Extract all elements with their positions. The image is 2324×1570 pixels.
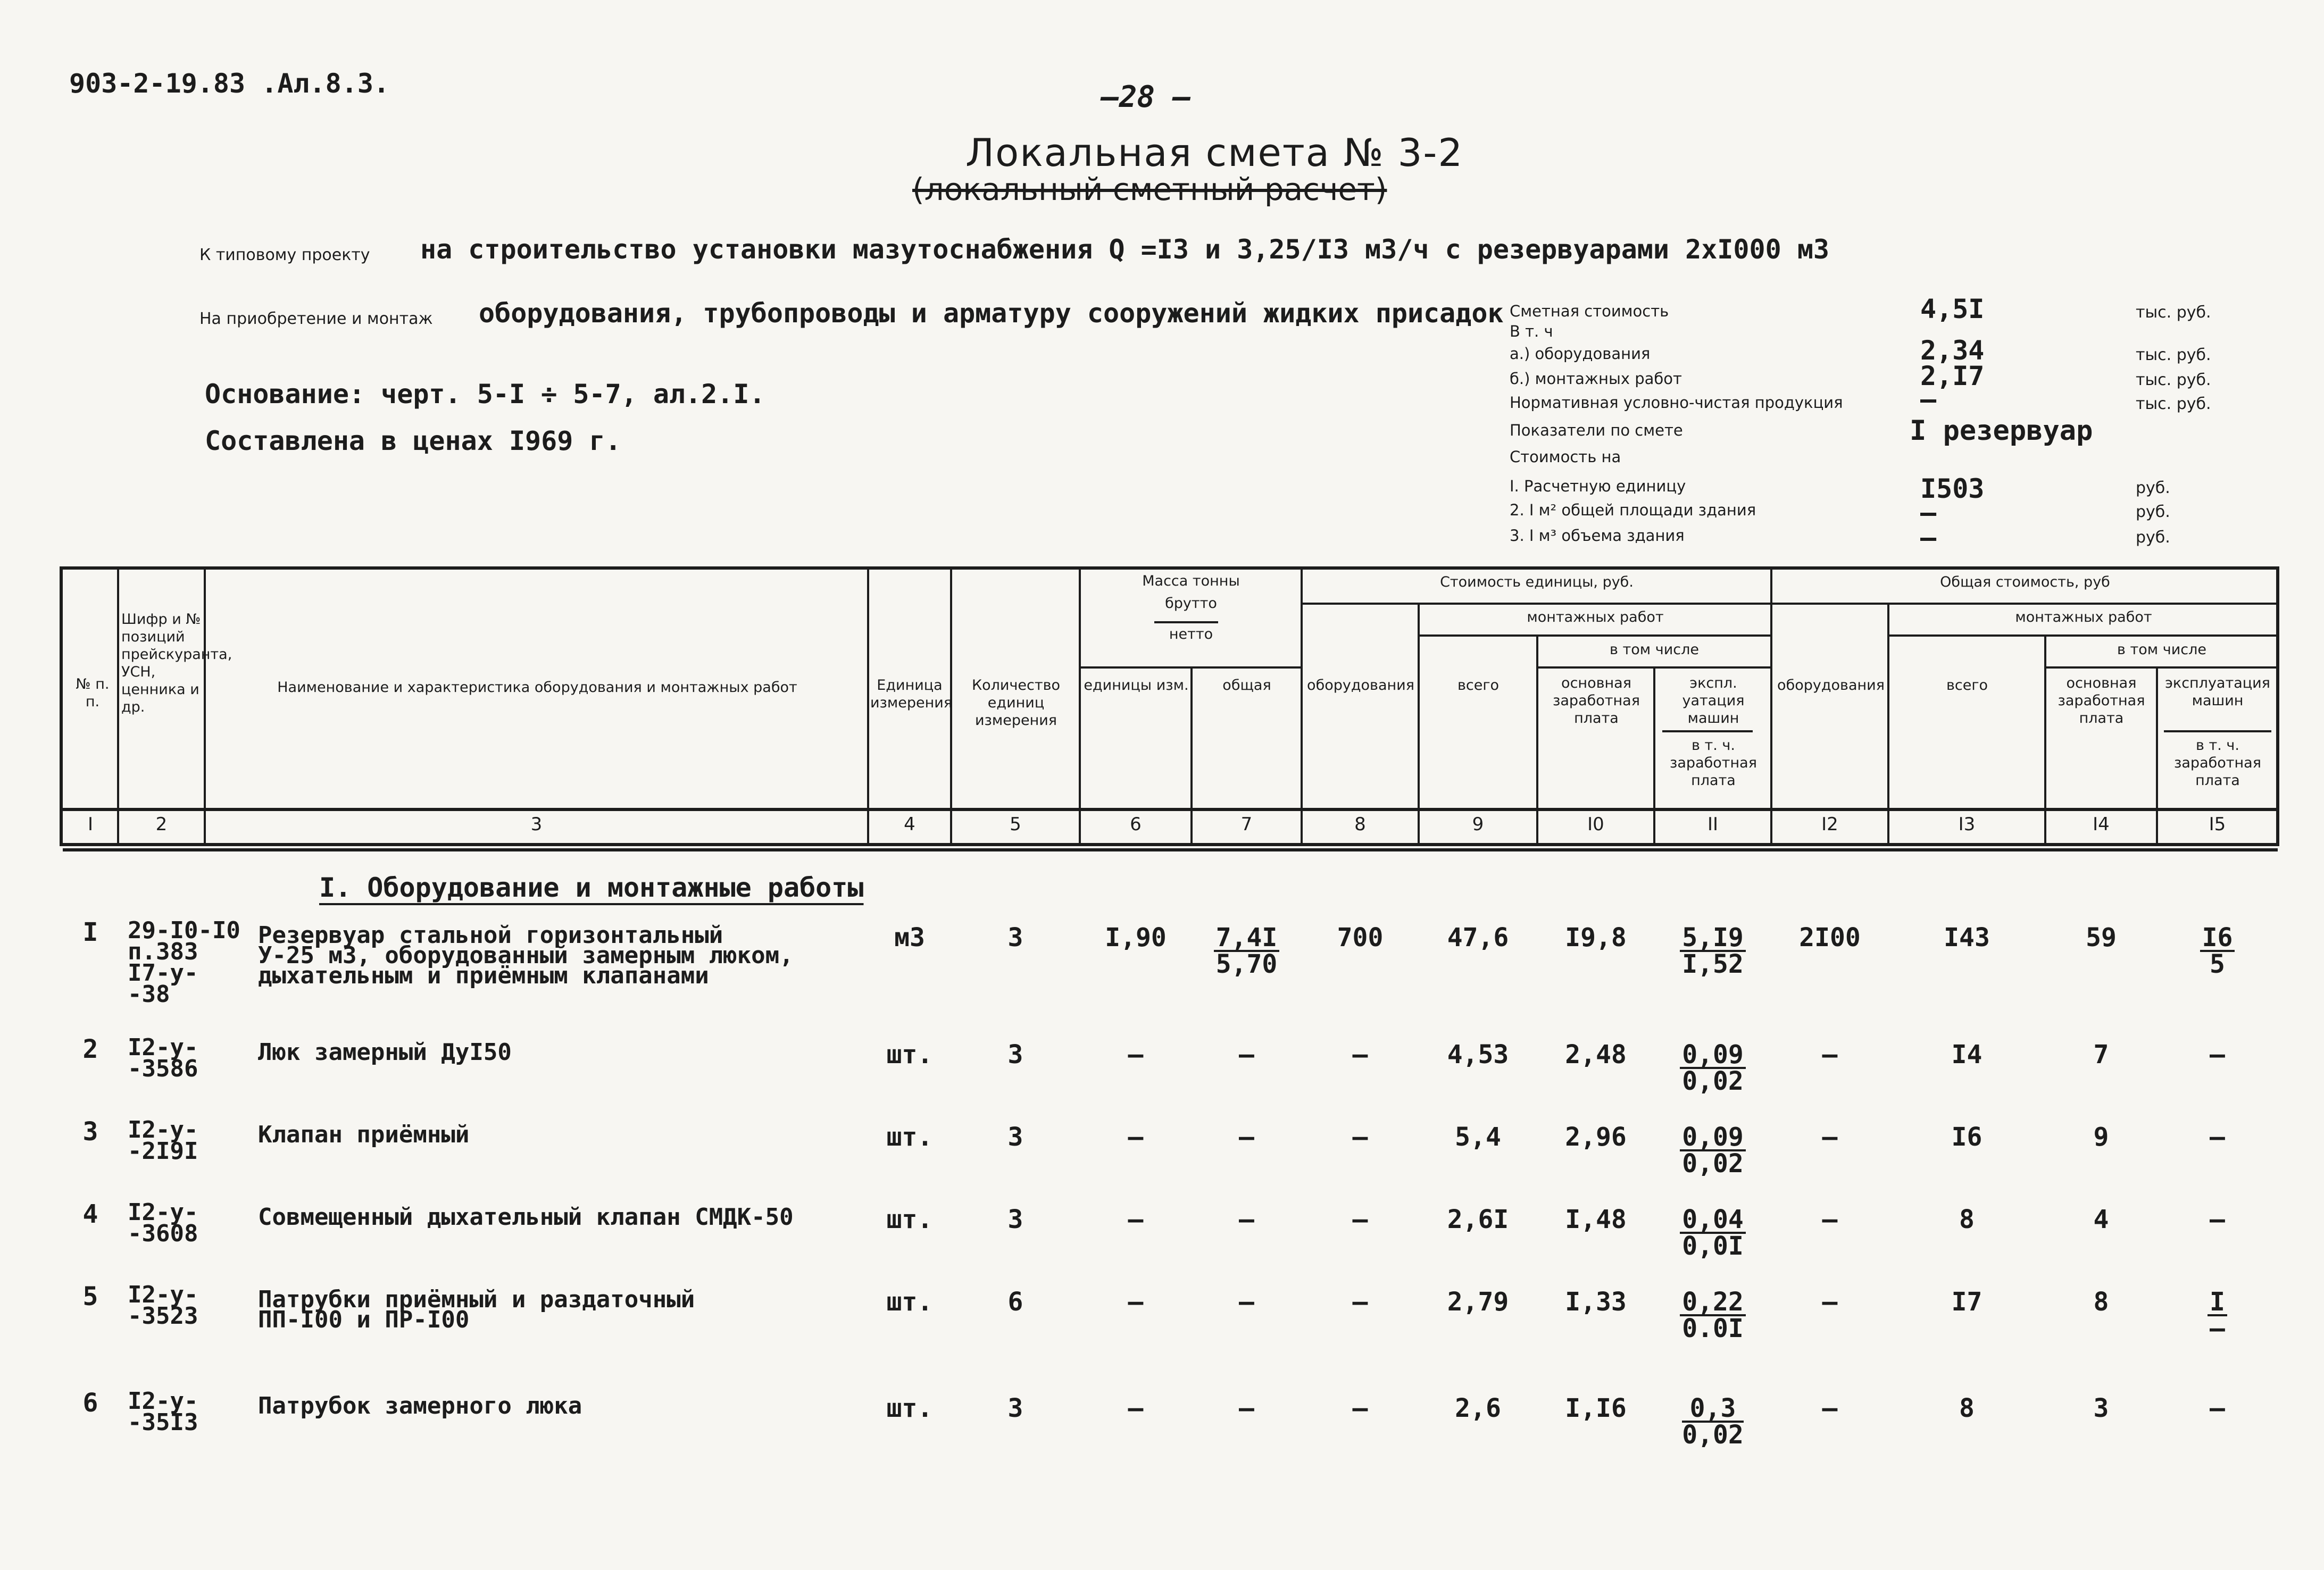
summary-unit: тыс. руб. (2136, 303, 2211, 322)
total-machines-cell: – (2210, 1122, 2225, 1152)
header-code: Шифр и № позиций прейскуранта, УСН, ценника и др. (121, 611, 232, 715)
column-number: I4 (2093, 814, 2110, 835)
mass-total-cell: – (1239, 1122, 1254, 1152)
header-t-machines: эксплуатация машин (2165, 675, 2270, 709)
item-name: Клапан приёмный (258, 1121, 470, 1148)
header-mass-total: общая (1222, 677, 1271, 694)
header-install-group: монтажных работ (1527, 609, 1664, 625)
unit-cell: шт. (886, 1040, 933, 1070)
position-code: I2-у- -3608 (128, 1199, 198, 1247)
item-name: Патрубок замерного люка (258, 1392, 582, 1419)
base-wage-cell: I,33 (1565, 1287, 1627, 1317)
summary-value: – (1920, 497, 1937, 528)
summary-unit: тыс. руб. (2136, 371, 2211, 389)
header-t-base-wage: основная заработная плата (2058, 675, 2145, 726)
mass-unit-cell: – (1128, 1122, 1144, 1152)
column-number: I (87, 814, 94, 835)
column-number: 3 (530, 814, 543, 835)
total-wage-cell: 8 (2093, 1287, 2109, 1317)
summary-label: а.) оборудования (1510, 345, 1651, 363)
header-equipment: оборудования (1307, 677, 1414, 694)
header-num: № п. п. (76, 676, 110, 710)
mass-unit-cell: – (1128, 1287, 1144, 1317)
section-title: I. Оборудование и монтажные работы (319, 872, 864, 903)
document-code: 903-2-19.83 .Ал.8.3. (69, 68, 390, 99)
total-equipment-cell: – (1822, 1040, 1838, 1070)
total-install-cell: 8 (1959, 1393, 1975, 1423)
total-machines-cell: – (2210, 1393, 2225, 1423)
prices-text: Составлена в ценах I969 г. (205, 425, 621, 456)
header-t-install-total: всего (1946, 677, 1988, 694)
header-t-install-group: монтажных работ (2015, 609, 2152, 625)
item-name: Люк замерный ДуI50 (258, 1039, 512, 1066)
quantity-cell: 3 (1007, 1205, 1023, 1234)
base-wage-cell: 2,96 (1565, 1122, 1627, 1152)
header-unit-cost-group: Стоимость единицы, руб. (1440, 574, 1634, 590)
install-total-cell: 2,6 (1455, 1393, 1501, 1423)
install-total-cell: 2,6I (1447, 1205, 1509, 1234)
column-number: 8 (1354, 814, 1366, 835)
summary-value: I резервуар (1910, 415, 2093, 447)
header-base-wage: основная заработная плата (1553, 675, 1640, 726)
column-number: 9 (1472, 814, 1484, 835)
quantity-cell: 3 (1007, 1122, 1023, 1152)
summary-label: В т. ч (1510, 322, 1553, 340)
summary-unit: руб. (2136, 503, 2170, 521)
mass-unit-cell: – (1128, 1040, 1144, 1070)
unit-cell: шт. (886, 1122, 933, 1152)
row-number: 2 (82, 1034, 98, 1064)
total-install-cell: I6 (1951, 1122, 1983, 1152)
header-mass-brutto: брутто (1165, 595, 1217, 612)
base-wage-cell: 2,48 (1565, 1040, 1627, 1070)
summary-label: 2. I м² общей площади здания (1510, 501, 1756, 519)
summary-value: 4,5I (1920, 294, 1985, 324)
total-install-cell: I7 (1951, 1287, 1983, 1317)
project-text: на строительство установки мазутоснабжения Q =I3 и 3,25/I3 м3/ч с резервуарами 2хI000 м3 (420, 234, 1830, 265)
header-install-total: всего (1457, 677, 1500, 694)
total-equipment-cell: – (1822, 1393, 1838, 1423)
summary-label: 3. I м³ объема здания (1510, 527, 1685, 545)
total-wage-cell: 59 (2086, 923, 2117, 953)
quantity-cell: 3 (1007, 1040, 1023, 1070)
header-incl: в том числе (1610, 641, 1699, 658)
row-number: 5 (82, 1282, 98, 1312)
unit-cell: шт. (886, 1205, 933, 1234)
mass-unit-cell: – (1128, 1205, 1144, 1234)
summary-label: б.) монтажных работ (1510, 370, 1682, 388)
total-install-cell: I43 (1944, 923, 1990, 953)
total-machines-cell: – (2210, 1040, 2225, 1070)
total-install-cell: I4 (1951, 1040, 1983, 1070)
equipment-cost-cell: – (1352, 1287, 1368, 1317)
quantity-cell: 3 (1007, 1393, 1023, 1423)
summary-value: I503 (1920, 473, 1985, 504)
total-machines-cell: $\frac{I6}{5}$ (2157, 925, 2278, 976)
total-machines-cell: $\frac{I}{-}$ (2157, 1290, 2278, 1341)
column-number: I3 (1958, 814, 1976, 835)
header-mass-group: Масса тонны (1142, 573, 1240, 589)
column-number: 4 (904, 814, 915, 835)
machines-cell: $\frac{0,3}{0,02}$ (1682, 1393, 1744, 1450)
item-name: Совмещенный дыхательный клапан СМДК-50 (258, 1204, 794, 1231)
summary-label: I. Расчетную единицу (1510, 477, 1686, 495)
base-wage-cell: I9,8 (1565, 923, 1627, 953)
machines-cell: $\frac{0,09}{0,02}$ (1654, 1042, 1771, 1093)
position-code: I2-у- -35I3 (128, 1388, 198, 1436)
column-number: 2 (155, 814, 168, 835)
mass-total-cell: – (1239, 1205, 1254, 1234)
header-name: Наименование и характеристика оборудования и монтажных работ (277, 679, 797, 696)
mass-unit-cell: – (1128, 1393, 1144, 1423)
item-name: Патрубки приёмный и раздаточный ПП-I00 и ПР-I00 (258, 1286, 695, 1333)
header-unit: Единица измерения (870, 677, 953, 711)
quantity-cell: 3 (1007, 923, 1023, 953)
mass-total-cell: $\frac{7,4I}{5,70}$ (1192, 925, 1302, 976)
project-label: К типовому проекту (199, 246, 370, 264)
acquisition-label: На приобретение и монтаж (199, 310, 433, 328)
summary-unit: тыс. руб. (2136, 346, 2211, 364)
total-equipment-cell: – (1822, 1205, 1838, 1234)
unit-cell: шт. (886, 1393, 933, 1423)
mass-total-cell: – (1239, 1393, 1254, 1423)
summary-label: Стоимость на (1510, 448, 1621, 466)
header-t-machines-wage: в т. ч. заработная плата (2174, 737, 2261, 789)
acquisition-text: оборудования, трубопроводы и арматуру сооружений жидких присадок (479, 298, 1504, 329)
base-wage-cell: I,I6 (1565, 1393, 1627, 1423)
mass-total-cell: – (1239, 1040, 1254, 1070)
column-number: II (1707, 814, 1719, 835)
header-machines: экспл. уатация машин (1682, 675, 1745, 726)
header-t-incl: в том числе (2117, 641, 2206, 658)
unit-cell: м3 (894, 923, 925, 953)
summary-value: 2,34 (1920, 335, 1985, 366)
machines-cell: $\frac{0,04}{0,0I}$ (1654, 1207, 1771, 1258)
total-wage-cell: 3 (2093, 1393, 2109, 1423)
summary-unit: руб. (2136, 479, 2170, 497)
install-total-cell: 4,53 (1447, 1040, 1509, 1070)
summary-label: Показатели по смете (1510, 421, 1683, 439)
total-wage-cell: 9 (2093, 1122, 2109, 1152)
summary-value: – (1920, 384, 1937, 415)
column-number: I5 (2209, 814, 2226, 835)
summary-unit: руб. (2136, 528, 2170, 547)
total-machines-cell: – (2210, 1205, 2225, 1234)
unit-cell: шт. (886, 1287, 933, 1317)
header-qty: Количество единиц измерения (971, 677, 1061, 729)
basis-text: Основание: черт. 5-I ÷ 5-7, ал.2.I. (205, 379, 765, 410)
position-code: I2-у- -3523 (128, 1281, 198, 1330)
row-number: 6 (82, 1388, 98, 1418)
total-install-cell: 8 (1959, 1205, 1975, 1234)
equipment-cost-cell: – (1352, 1393, 1368, 1423)
machines-cell: $\frac{0,22}{0.0I}$ (1654, 1290, 1771, 1341)
item-name: Резервуар стальной горизонтальный У-25 м3, оборудованный замерным люком, дыхательным и приёмным клапанами (258, 922, 794, 989)
quantity-cell: 6 (1007, 1287, 1023, 1317)
machines-cell: $\frac{0,09}{0,02}$ (1654, 1125, 1771, 1176)
total-wage-cell: 4 (2093, 1205, 2109, 1234)
summary-value: 2,I7 (1920, 361, 1985, 391)
row-number: 4 (82, 1199, 98, 1229)
install-total-cell: 47,6 (1447, 923, 1509, 953)
position-code: I2-у- -3586 (128, 1034, 198, 1082)
column-number: 5 (1010, 814, 1021, 835)
mass-total-cell: – (1239, 1287, 1254, 1317)
position-code: I2-у- -2I9I (128, 1116, 198, 1165)
equipment-cost-cell: 700 (1337, 923, 1384, 953)
header-t-equipment: оборудования (1777, 677, 1885, 694)
column-number: 7 (1240, 814, 1253, 835)
total-equipment-cell: – (1822, 1287, 1838, 1317)
header-mass-netto: нетто (1169, 626, 1213, 642)
column-number: I2 (1821, 814, 1838, 835)
header-mass-unit: единицы изм. (1084, 677, 1189, 694)
summary-label: Нормативная условно-чистая продукция (1510, 394, 1843, 412)
machines-cell: $\frac{5,I9}{I,52}$ (1654, 925, 1771, 976)
base-wage-cell: I,48 (1565, 1205, 1627, 1234)
page-number: —28 — (1101, 80, 1191, 114)
column-number: I0 (1587, 814, 1604, 835)
install-total-cell: 5,4 (1455, 1122, 1501, 1152)
position-code: 29-I0-I0 п.383 I7-у- -38 (128, 917, 240, 1008)
total-equipment-cell: 2I00 (1799, 923, 1861, 953)
column-number: 6 (1130, 814, 1142, 835)
equipment-cost-cell: – (1352, 1040, 1368, 1070)
mass-unit-cell: I,90 (1105, 923, 1167, 953)
row-number: 3 (82, 1117, 98, 1147)
install-total-cell: 2,79 (1447, 1287, 1509, 1317)
total-wage-cell: 7 (2093, 1040, 2109, 1070)
page-title: Локальная смета № 3-2 (965, 130, 1464, 175)
summary-unit: тыс. руб. (2136, 395, 2211, 413)
equipment-cost-cell: – (1352, 1122, 1368, 1152)
total-equipment-cell: – (1822, 1122, 1838, 1152)
header-machines-wage: в т. ч. заработная плата (1670, 737, 1757, 789)
header-total-cost-group: Общая стоимость, руб (1940, 574, 2110, 590)
equipment-cost-cell: – (1352, 1205, 1368, 1234)
summary-label: Сметная стоимость (1510, 302, 1669, 320)
page-subtitle: (локальный сметный расчет) (912, 171, 1387, 207)
summary-value: – (1920, 522, 1937, 553)
row-number: I (82, 917, 98, 947)
